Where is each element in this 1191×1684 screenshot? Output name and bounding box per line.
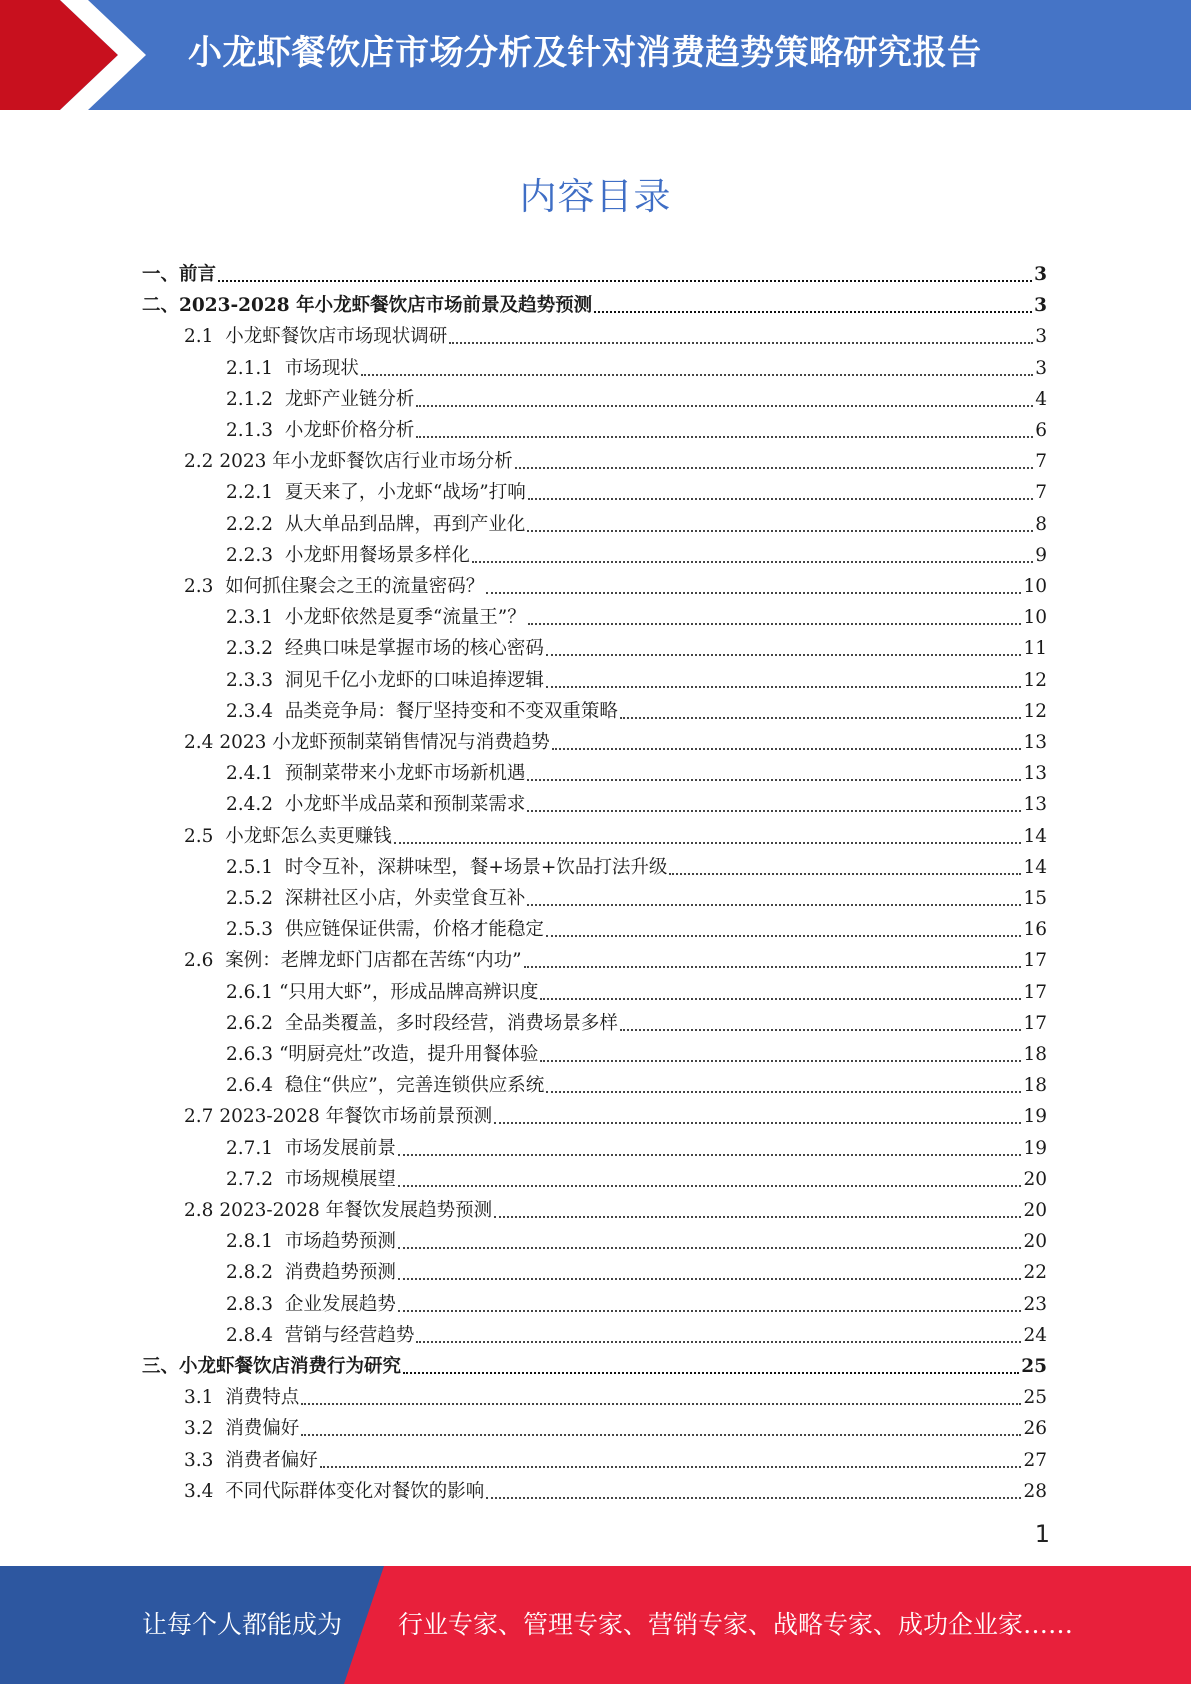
toc-entry-page: 18	[1023, 1044, 1047, 1065]
toc-entry-page: 20	[1023, 1168, 1047, 1190]
toc-entry-number: 3.3	[184, 1449, 226, 1471]
toc-entry-number: 2.6.4	[226, 1075, 285, 1097]
toc-entry-page: 23	[1023, 1293, 1047, 1315]
toc-dot-leader	[472, 561, 1033, 563]
toc-entry-page: 25	[1023, 1387, 1047, 1409]
toc-entry-page: 15	[1023, 888, 1047, 909]
toc-entry[interactable]	[226, 598, 1047, 629]
toc-dot-leader	[527, 779, 1021, 781]
toc-entry-number: 2.8.3	[226, 1293, 285, 1315]
toc-entry-title: 小龙虾餐饮店市场现状调研	[225, 326, 448, 348]
toc-entry-number: 2.2.3	[226, 544, 285, 566]
toc-dot-leader	[540, 1060, 1021, 1062]
toc-entry-number: 2.2	[184, 451, 220, 473]
toc-entry[interactable]	[226, 785, 1047, 816]
toc-entry-page: 3	[1034, 264, 1047, 285]
toc-entry-page: 7	[1035, 451, 1047, 473]
toc-entry[interactable]	[226, 848, 1047, 879]
toc-entry-title: 从大单品到品牌，再到产业化	[284, 513, 526, 535]
toc-entry-number: 2.6	[184, 950, 226, 972]
toc-title: 内容目录	[519, 175, 672, 218]
toc-entry-number: 2.1.1	[226, 357, 285, 379]
toc-entry-title: 营销与经营趋势	[284, 1324, 415, 1346]
toc-dot-leader	[494, 1216, 1021, 1218]
toc-entry[interactable]	[184, 1472, 1047, 1503]
toc-entry-page: 8	[1035, 513, 1047, 535]
toc-dot-leader	[620, 717, 1022, 719]
toc-entry[interactable]	[226, 1222, 1047, 1253]
toc-dot-leader	[594, 311, 1032, 313]
toc-entry-number: 2.1.2	[226, 388, 285, 410]
toc-entry-number: 2.3	[184, 576, 226, 597]
toc-entry-page: 20	[1023, 1231, 1047, 1253]
toc-entry-title: 小龙虾半成品菜和预制菜需求	[284, 794, 526, 816]
toc-entry[interactable]	[226, 629, 1047, 660]
toc-entry-title: 消费者偏好	[225, 1449, 318, 1471]
toc-entry-number: 二、	[142, 295, 180, 317]
toc-entry-title: 品类竞争局：餐厅坚持变和不变双重策略	[284, 700, 618, 722]
toc-entry[interactable]	[184, 723, 1047, 754]
toc-entry-page: 19	[1023, 1137, 1047, 1159]
toc-entry-title: 企业发展趋势	[284, 1293, 396, 1315]
toc-entry[interactable]	[226, 1253, 1047, 1284]
toc-entry-page: 3	[1035, 326, 1047, 348]
toc-entry-title: 龙虾产业链分析	[284, 388, 415, 410]
toc-dot-leader	[527, 530, 1033, 532]
toc-dot-leader	[398, 1247, 1022, 1249]
toc-entry-number: 2.6.3	[226, 1044, 279, 1065]
toc-entry-page: 24	[1023, 1324, 1047, 1346]
toc-entry-page: 4	[1035, 388, 1047, 410]
toc-dot-leader	[398, 1310, 1022, 1312]
toc-entry-number: 2.3.4	[226, 700, 285, 722]
toc-dot-leader	[361, 374, 1033, 376]
toc-entry[interactable]	[184, 1441, 1047, 1472]
toc-dot-leader	[620, 1029, 1022, 1031]
toc-entry-title: 小龙虾价格分析	[284, 420, 415, 441]
toc-entry[interactable]	[226, 754, 1047, 785]
toc-dot-leader	[527, 904, 1021, 906]
toc-entry-number: 2.4.1	[226, 763, 285, 785]
toc-dot-leader	[528, 623, 1022, 625]
toc-entry-title: 小龙虾用餐场景多样化	[284, 544, 470, 566]
toc-dot-leader	[218, 280, 1032, 282]
toc-entry-page: 7	[1035, 482, 1047, 504]
toc-entry-page: 17	[1023, 981, 1047, 1003]
toc-entry-number: 2.6.2	[226, 1012, 285, 1034]
toc-entry-number: 2.2.2	[226, 513, 285, 535]
toc-entry-number: 2.1	[184, 326, 226, 348]
toc-entry-page: 18	[1023, 1075, 1047, 1097]
toc-entry[interactable]	[226, 1129, 1047, 1160]
toc-entry-page: 20	[1023, 1200, 1047, 1221]
toc-entry[interactable]	[226, 1160, 1047, 1191]
toc-entry-number: 2.3.1	[226, 607, 285, 629]
toc-dot-leader	[546, 686, 1022, 688]
toc-entry-title: 市场发展前景	[284, 1137, 396, 1159]
toc-dot-leader	[394, 842, 1022, 844]
header-banner	[0, 0, 1191, 110]
toc-entry-title: “只用大虾”，形成品牌高辨识度	[278, 981, 539, 1003]
toc-entry-page: 12	[1023, 700, 1047, 722]
toc-entry-page: 10	[1023, 607, 1047, 629]
toc-entry-number: 2.8.4	[226, 1324, 285, 1346]
toc-entry-page: 14	[1023, 856, 1047, 878]
toc-entry[interactable]	[184, 1191, 1047, 1222]
toc-entry-number: 2.4.2	[226, 794, 285, 816]
toc-entry-title: 夏天来了，小龙虾“战场”打响	[284, 482, 526, 504]
toc-dot-leader	[320, 1466, 1022, 1468]
toc-dot-leader	[527, 810, 1021, 812]
toc-dot-leader	[416, 436, 1033, 438]
toc-entry-number: 2.5.3	[226, 919, 285, 941]
toc-dot-leader	[515, 467, 1033, 469]
toc-entry[interactable]	[184, 1378, 1047, 1409]
toc-entry-page: 25	[1021, 1356, 1047, 1377]
toc-entry-number: 2.3.3	[226, 669, 285, 691]
toc-entry-page: 3	[1034, 295, 1047, 317]
toc-entry[interactable]	[226, 1035, 1047, 1066]
toc-entry-number: 3.2	[184, 1418, 226, 1440]
toc-entry-title: 全品类覆盖，多时段经营，消费场景多样	[284, 1012, 618, 1034]
toc-entry-page: 13	[1023, 732, 1047, 753]
toc-entry-title: 不同代际群体变化对餐饮的影响	[225, 1480, 485, 1502]
toc-entry-page: 13	[1023, 763, 1047, 785]
toc-dot-leader	[546, 1091, 1021, 1093]
toc-entry[interactable]	[226, 1004, 1047, 1035]
toc-entry[interactable]	[226, 1316, 1047, 1347]
toc-entry-page: 17	[1023, 1012, 1047, 1034]
toc-dot-leader	[449, 342, 1033, 344]
footer-roles: 行业专家、管理专家、营销专家、战略专家、成功企业家……	[398, 1610, 1074, 1639]
toc-entry-title: 消费趋势预测	[284, 1262, 396, 1284]
toc-entry[interactable]	[184, 567, 1047, 598]
toc-entry-page: 17	[1023, 950, 1047, 972]
toc-entry-page: 10	[1023, 576, 1047, 597]
toc-entry-title: 经典口味是掌握市场的核心密码	[284, 638, 544, 660]
toc-dot-leader	[546, 935, 1022, 937]
toc-entry[interactable]	[226, 1066, 1047, 1097]
toc-entry-page: 26	[1023, 1418, 1047, 1440]
footer-slogan: 让每个人都能成为	[142, 1610, 343, 1639]
toc-entry-title: 预制菜带来小龙虾市场新机遇	[284, 763, 526, 785]
toc-dot-leader	[486, 592, 1021, 594]
page-number: 1	[1034, 1520, 1050, 1548]
toc-entry-page: 12	[1023, 669, 1047, 691]
toc-dot-leader	[301, 1403, 1021, 1405]
toc-dot-leader	[398, 1154, 1022, 1156]
toc-entry-title: 小龙虾怎么卖更赚钱	[225, 825, 392, 847]
toc-entry-title: 2023 年小龙虾餐饮店行业市场分析	[219, 451, 513, 473]
toc-entry[interactable]	[226, 692, 1047, 723]
toc-entry[interactable]	[226, 536, 1047, 567]
toc-entry-page: 3	[1035, 357, 1047, 379]
toc-entry-number: 2.5.2	[226, 888, 285, 909]
toc-entry-number: 2.4	[184, 732, 220, 753]
toc-entry-title: 小龙虾依然是夏季“流量王”？	[284, 607, 526, 629]
toc-entry[interactable]	[226, 661, 1047, 692]
toc-entry-page: 11	[1023, 638, 1047, 660]
toc-entry-number: 2.8.1	[226, 1231, 285, 1253]
toc-dot-leader	[403, 1372, 1019, 1374]
toc-entry[interactable]	[142, 286, 1047, 317]
toc-entry-title: 市场规模展望	[284, 1168, 396, 1190]
toc-entry-number: 2.7.1	[226, 1137, 285, 1159]
toc-entry[interactable]	[184, 442, 1047, 473]
toc-entry[interactable]	[226, 505, 1047, 536]
toc-entry-number: 2.3.2	[226, 638, 285, 660]
toc-entry-number: 一、	[142, 264, 180, 285]
toc-entry[interactable]	[184, 941, 1047, 972]
report-title: 小龙虾餐饮店市场分析及针对消费趋势策略研究报告	[188, 33, 982, 73]
toc-entry-title: 2023-2028 年餐饮市场前景预测	[219, 1106, 493, 1128]
toc-entry[interactable]	[184, 817, 1047, 848]
toc-dot-leader	[301, 1434, 1021, 1436]
toc-entry-title: 消费特点	[225, 1387, 300, 1409]
toc-dot-leader	[416, 1341, 1021, 1343]
toc-entry-title: 供应链保证供需，价格才能稳定	[284, 919, 544, 941]
toc-entry-title: 深耕社区小店，外卖堂食互补	[284, 888, 526, 909]
toc-entry-title: 小龙虾餐饮店消费行为研究	[179, 1356, 402, 1377]
toc-dot-leader	[546, 654, 1022, 656]
toc-entry-page: 13	[1023, 794, 1047, 816]
toc-entry-number: 2.5	[184, 825, 226, 847]
toc-entry-page: 6	[1035, 420, 1047, 441]
toc-entry[interactable]	[184, 317, 1047, 348]
toc-entry[interactable]	[226, 910, 1047, 941]
toc-entry-title: 稳住“供应”，完善连锁供应系统	[284, 1075, 545, 1097]
toc-entry[interactable]	[226, 380, 1047, 411]
toc-entry-title: 2023-2028 年餐饮发展趋势预测	[219, 1200, 493, 1221]
toc-entry-number: 3.1	[184, 1387, 226, 1409]
toc-entry[interactable]	[226, 879, 1047, 910]
toc-dot-leader	[398, 1185, 1022, 1187]
toc-entry-number: 三、	[142, 1356, 180, 1377]
toc-entry-title: 案例：老牌龙虾门店都在苦练“内功”	[225, 950, 522, 972]
toc-entry-number: 2.8.2	[226, 1262, 285, 1284]
toc-entry-title: 如何抓住聚会之王的流量密码？	[225, 576, 485, 597]
toc-entry-page: 28	[1023, 1480, 1047, 1502]
toc-entry-title: 洞见千亿小龙虾的口味追捧逻辑	[284, 669, 544, 691]
toc-dot-leader	[416, 405, 1033, 407]
toc-entry-title: “明厨亮灶”改造，提升用餐体验	[278, 1044, 539, 1065]
toc-entry-number: 2.2.1	[226, 482, 285, 504]
toc-entry-title: 2023-2028 年小龙虾餐饮店市场前景及趋势预测	[179, 295, 593, 317]
toc-entry[interactable]	[184, 1097, 1047, 1128]
toc-dot-leader	[540, 998, 1021, 1000]
toc-entry[interactable]	[142, 1347, 1047, 1378]
toc-entry-title: 前言	[179, 264, 217, 285]
toc-entry-page: 27	[1023, 1449, 1047, 1471]
toc-entry[interactable]	[226, 1285, 1047, 1316]
toc-dot-leader	[524, 966, 1022, 968]
toc-entry-number: 2.5.1	[226, 856, 285, 878]
toc-entry-number: 2.7	[184, 1106, 220, 1128]
toc-entry-page: 16	[1023, 919, 1047, 941]
toc-entry-page: 14	[1023, 825, 1047, 847]
toc-dot-leader	[486, 1497, 1021, 1499]
toc-entry-title: 市场趋势预测	[284, 1231, 396, 1253]
toc-entry-number: 2.7.2	[226, 1168, 285, 1190]
toc-entry[interactable]	[226, 349, 1047, 380]
toc-entry-page: 22	[1023, 1262, 1047, 1284]
toc-entry-title: 消费偏好	[225, 1418, 300, 1440]
toc-dot-leader	[528, 498, 1033, 500]
toc-entry[interactable]	[226, 473, 1047, 504]
toc-entry-number: 2.6.1	[226, 981, 279, 1003]
toc-entry[interactable]	[184, 1409, 1047, 1440]
toc-entry-number: 2.1.3	[226, 420, 285, 441]
toc-entry[interactable]	[226, 973, 1047, 1004]
toc-entry-number: 3.4	[184, 1480, 226, 1502]
toc-entry[interactable]	[142, 255, 1047, 286]
toc-entry-title: 2023 小龙虾预制菜销售情况与消费趋势	[219, 732, 550, 753]
toc-entry-title: 时令互补，深耕味型，餐+场景+饮品打法升级	[284, 856, 668, 878]
toc-entry-page: 9	[1035, 544, 1047, 566]
toc-dot-leader	[669, 873, 1021, 875]
toc-entry[interactable]	[226, 411, 1047, 442]
toc-dot-leader	[398, 1278, 1022, 1280]
toc-entry-page: 19	[1023, 1106, 1047, 1128]
toc-dot-leader	[552, 748, 1022, 750]
toc-entry-title: 市场现状	[284, 357, 359, 379]
toc-dot-leader	[494, 1122, 1021, 1124]
toc-entry-number: 2.8	[184, 1200, 220, 1221]
footer-banner	[0, 1566, 1191, 1684]
